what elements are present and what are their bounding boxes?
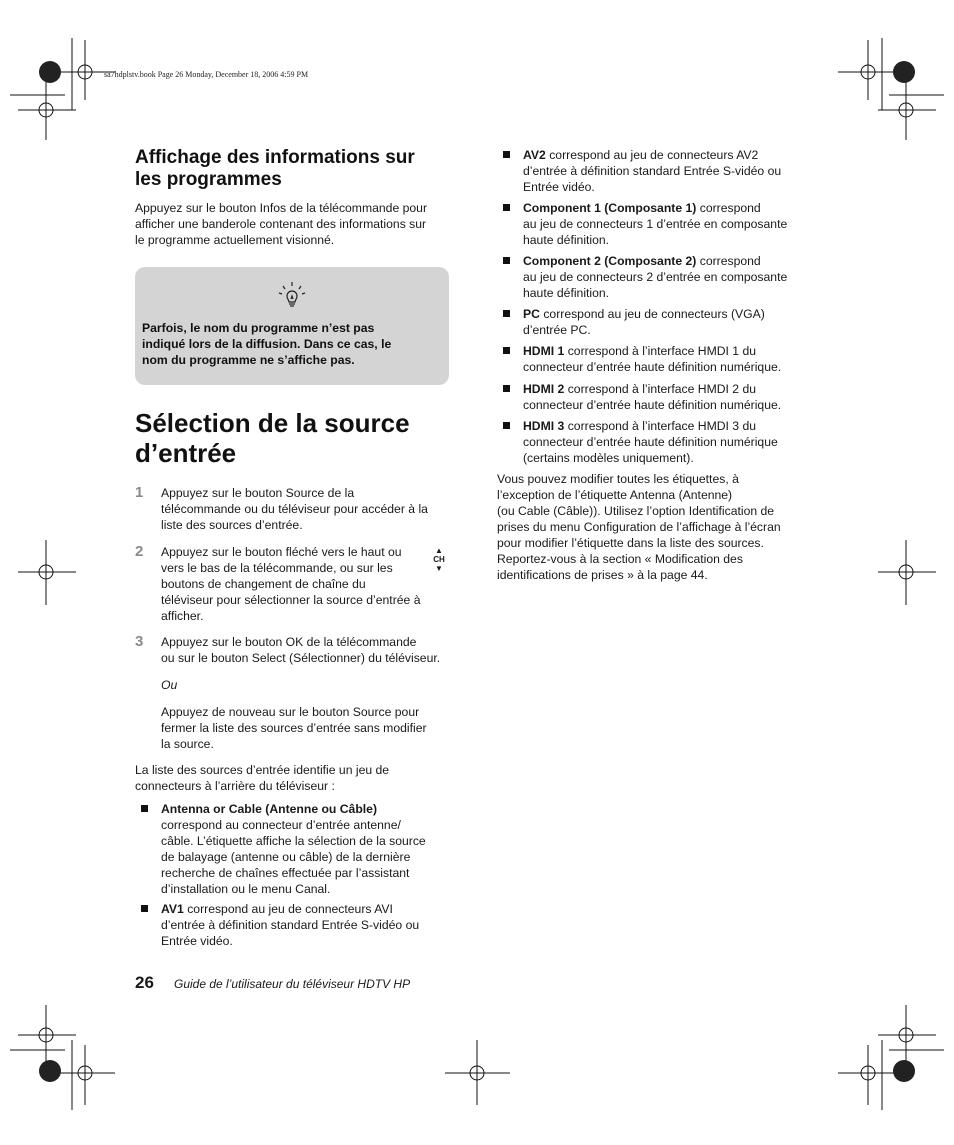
step-text — [161, 485, 428, 533]
bullet-term: Component 2 (Composante 2) — [523, 254, 697, 268]
text-line: connecteur d’entrée haute définition numérique — [523, 435, 778, 449]
bullet-icon — [141, 905, 148, 912]
bullet-term: Antenna or Cable (Antenne ou Câble) — [161, 802, 378, 816]
bullet-text — [523, 343, 781, 375]
bullet-icon — [503, 310, 510, 317]
sources-intro — [135, 762, 455, 794]
bullet-rest: correspond — [696, 201, 761, 215]
text-line: au jeu de connecteurs 1 d’entrée en composante — [523, 217, 788, 231]
text-line: connecteur d’entrée haute définition numérique. — [523, 398, 782, 412]
text-line: haute définition. — [523, 233, 610, 247]
bullet-text — [523, 147, 781, 195]
text-line: indiqué lors de la diffusion. Dans ce cas, le — [142, 337, 392, 351]
bullet-rest: correspond à l’interface HMDI 1 du — [564, 344, 757, 358]
heading-line: d’entrée — [135, 438, 237, 468]
program-info-paragraph — [135, 200, 455, 248]
lightbulb-icon — [275, 279, 309, 313]
labels-paragraph — [497, 471, 817, 583]
ch-label: CH — [433, 555, 445, 564]
text-line: le programme actuellement visionné. — [135, 233, 335, 247]
bullet-text — [523, 381, 781, 413]
section-heading-program-info — [135, 147, 455, 191]
bullet-av2 — [503, 147, 813, 195]
bullet-term: HDMI 3 — [523, 419, 565, 433]
bullet-rest: correspond à l’interface HMDI 3 du — [564, 419, 757, 433]
step-text — [161, 634, 440, 666]
bullet-icon — [141, 805, 148, 812]
bullet-antenna — [141, 801, 461, 897]
text-line: d’entrée à définition standard Entrée S-vidéo ou — [523, 164, 782, 178]
bullet-pc — [503, 306, 813, 338]
bullet-term: AV2 — [523, 148, 546, 162]
channel-button-icon — [431, 546, 447, 573]
bullet-text — [523, 306, 765, 338]
text-line: Appuyez sur le bouton OK de la télécommande — [161, 635, 417, 649]
text-line: Reportez-vous à la section « Modification des — [497, 552, 743, 566]
text-line: de balayage (antenne ou câble) de la dernière — [161, 850, 411, 864]
section-heading-input-source — [135, 408, 455, 468]
bullet-icon — [503, 204, 510, 211]
text-line: Appuyez sur le bouton fléché vers le haut ou — [161, 545, 402, 559]
heading-line: Affichage des informations sur — [135, 147, 415, 168]
step-number: 3 — [135, 633, 144, 650]
text-line: connecteurs à l’arrière du téléviseur : — [135, 779, 335, 793]
text-line: la source. — [161, 737, 214, 751]
bullet-rest: correspond — [696, 254, 761, 268]
step-text — [161, 544, 420, 624]
bullet-text — [161, 901, 419, 949]
step-number: 1 — [135, 484, 144, 501]
tip-box — [135, 267, 449, 385]
heading-line: Sélection de la source — [135, 408, 410, 438]
text-line: d’installation ou le menu Canal. — [161, 882, 331, 896]
bullet-text — [523, 200, 787, 248]
print-header-info: sa7hdplstv.book Page 26 Monday, December 18, 2006 4:59 PM — [104, 70, 309, 79]
tip-text — [142, 320, 442, 368]
text-line: Appuyez sur le bouton Source de la — [161, 486, 355, 500]
text-line: correspond au connecteur d’entrée antenne/ — [161, 818, 401, 832]
text-line: afficher une banderole contenant des informations sur — [135, 217, 427, 231]
text-line: prises du menu Configuration de l’affichage à l’écran — [497, 520, 781, 534]
text-line: fermer la liste des sources d’entrée sans modifier — [161, 721, 427, 735]
bullet-icon — [503, 385, 510, 392]
bullet-text — [523, 253, 787, 301]
arrow-up-icon: ▲ — [435, 546, 443, 555]
text-line: liste des sources d’entrée. — [161, 518, 303, 532]
bullet-text — [161, 801, 426, 897]
text-line: (certains modèles uniquement). — [523, 451, 694, 465]
bullet-hdmi-3 — [503, 418, 813, 466]
step-3 — [135, 634, 465, 666]
bullet-term: AV1 — [161, 902, 184, 916]
text-line: afficher. — [161, 609, 204, 623]
text-line: câble. L’étiquette affiche la sélection de la source — [161, 834, 426, 848]
step-1 — [135, 485, 455, 533]
text-line: vers le bas de la télécommande, ou sur les — [161, 561, 393, 575]
text-line: télécommande ou du téléviseur pour accéder à la — [161, 502, 428, 516]
text-line: identifications de prises » à la page 44. — [497, 568, 708, 582]
bullet-term: HDMI 2 — [523, 382, 565, 396]
alternative-step — [161, 704, 461, 752]
text-line: au jeu de connecteurs 2 d’entrée en composante — [523, 270, 788, 284]
bullet-component-2 — [503, 253, 813, 301]
text-line: téléviseur pour sélectionner la source d’entrée à — [161, 593, 421, 607]
bullet-text — [523, 418, 778, 466]
bullet-hdmi-2 — [503, 381, 813, 413]
bullet-icon — [503, 422, 510, 429]
step-2 — [135, 544, 435, 624]
text-line: pour modifier l’étiquette dans la liste des sources. — [497, 536, 764, 550]
text-line: La liste des sources d’entrée identifie un jeu de — [135, 763, 390, 777]
text-line: Entrée vidéo. — [161, 934, 233, 948]
text-line: Appuyez de nouveau sur le bouton Source pour — [161, 705, 420, 719]
text-line: connecteur d’entrée haute définition numérique. — [523, 360, 782, 374]
text-line: nom du programme ne s’affiche pas. — [142, 353, 355, 367]
bullet-icon — [503, 151, 510, 158]
text-line: d’entrée PC. — [523, 323, 591, 337]
step-number: 2 — [135, 543, 144, 560]
bullet-rest: correspond au jeu de connecteurs AV2 — [545, 148, 759, 162]
text-line: (ou Cable (Câble)). Utilisez l’option Identification de — [497, 504, 775, 518]
text-line: haute définition. — [523, 286, 610, 300]
bullet-av1 — [141, 901, 461, 949]
or-label: Ou — [161, 678, 178, 692]
bullet-component-1 — [503, 200, 813, 248]
text-line: Parfois, le nom du programme n’est pas — [142, 321, 375, 335]
text-line: ou sur le bouton Select (Sélectionner) du téléviseur. — [161, 651, 441, 665]
text-line: recherche de chaînes effectuée par l’assistant — [161, 866, 410, 880]
bullet-term: HDMI 1 — [523, 344, 565, 358]
text-line: Vous pouvez modifier toutes les étiquettes, à — [497, 472, 739, 486]
bullet-rest: correspond à l’interface HMDI 2 du — [564, 382, 757, 396]
bullet-rest: correspond au jeu de connecteurs AVI — [183, 902, 393, 916]
bullet-icon — [503, 347, 510, 354]
arrow-down-icon: ▼ — [435, 564, 443, 573]
footer-title: Guide de l’utilisateur du téléviseur HDTV HP — [174, 977, 411, 991]
bullet-icon — [503, 257, 510, 264]
bullet-term: Component 1 (Composante 1) — [523, 201, 697, 215]
bullet-term: PC — [523, 307, 540, 321]
page-number: 26 — [135, 973, 154, 992]
text-line: d’entrée à définition standard Entrée S-vidéo ou — [161, 918, 420, 932]
text-line: Entrée vidéo. — [523, 180, 595, 194]
heading-line: les programmes — [135, 169, 282, 190]
text-line: l’exception de l’étiquette Antenna (Antenne) — [497, 488, 733, 502]
bullet-rest: correspond au jeu de connecteurs (VGA) — [539, 307, 765, 321]
text-line: boutons de changement de chaîne du — [161, 577, 366, 591]
bullet-hdmi-1 — [503, 343, 813, 375]
text-line: Appuyez sur le bouton Infos de la télécommande pour — [135, 201, 428, 215]
